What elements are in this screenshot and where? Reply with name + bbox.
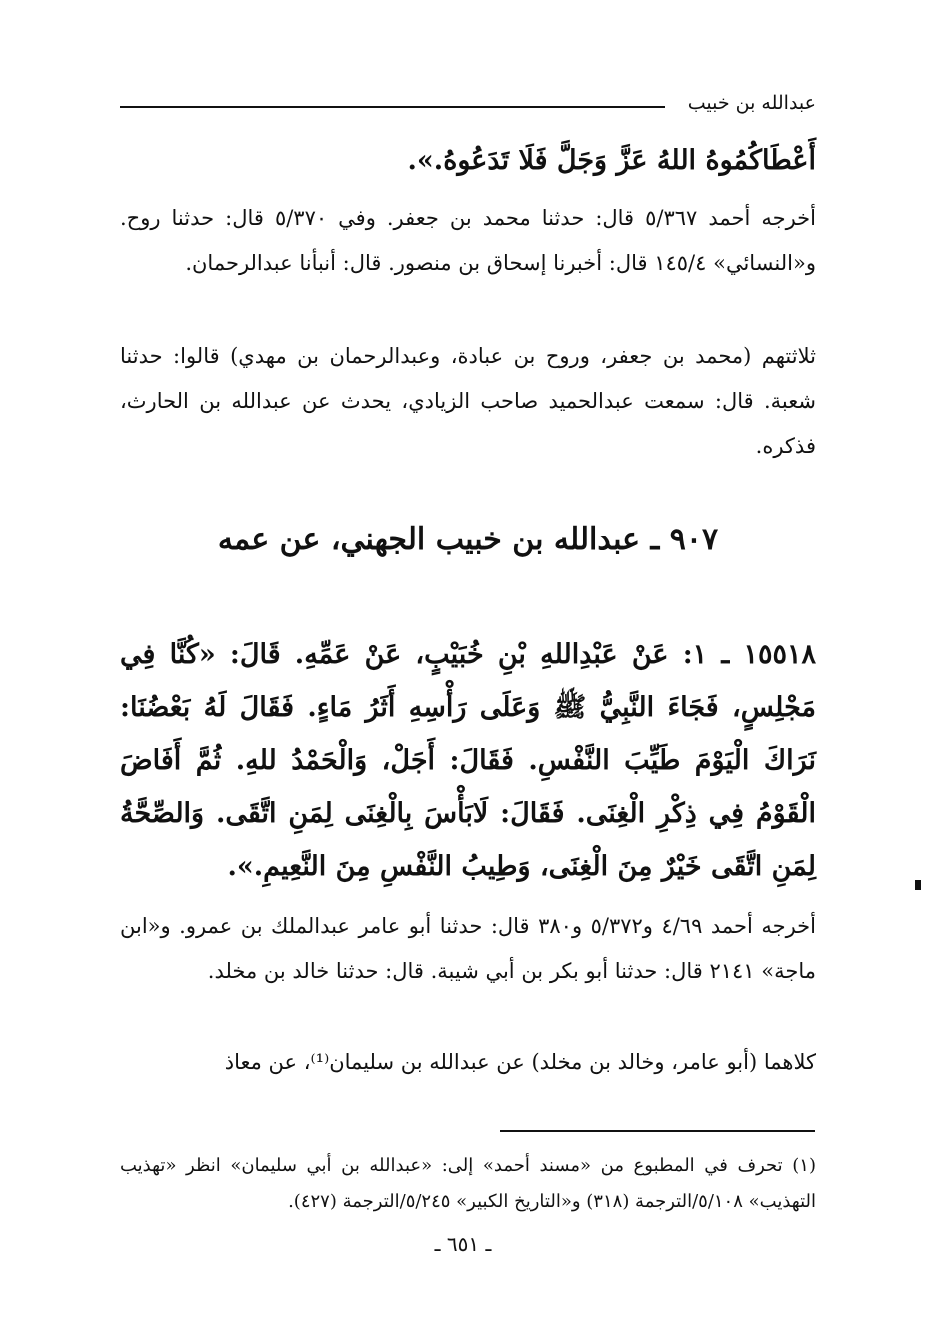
takhrij-paragraph-2: ثلاثتهم (محمد بن جعفر، وروح بن عبادة، وعبدالرحمان بن مهدي) قالوا: حدثنا شعبة. قال: سمعت عبدالحميد صاحب الزيادي، يحدث عن عبدالله بن الحارث، فذكره. [120, 344, 816, 458]
margin-mark [915, 880, 921, 890]
section-heading: ٩٠٧ ـ عبدالله بن خبيب الجهني، عن عمه [217, 522, 719, 557]
running-header [120, 88, 816, 124]
takhrij-paragraph-3: أخرجه أحمد ٤/٦٩ و٥/٣٧٢ و٣٨٠ قال: حدثنا أبو عامر عبدالملك بن عمرو. و«ابن ماجة» ٢١٤١ قال: حدثنا أبو بكر بن أبي شيبة. قال: حدثنا خالد بن مخلد. [120, 914, 816, 983]
footnote-rule [500, 1130, 815, 1132]
takhrij-paragraph-1: أخرجه أحمد ٥/٣٦٧ قال: حدثنا محمد بن جعفر. وفي ٥/٣٧٠ قال: حدثنا روح. و«النسائي» ١٤٥/٤ قال: أخبرنا إسحاق بن منصور. قال: أنبأنا عبدالرحمان. [120, 206, 816, 275]
hadith-text: ١٥٥١٨ ـ ١: عَنْ عَبْدِاللهِ بْنِ خُبَيْبٍ، عَنْ عَمِّهِ. قَالَ: «كُنَّا فِي مَجْلِسٍ، فَجَاءَ النَّبِيُّ ﷺ وَعَلَى رَأْسِهِ أَثَرُ مَاءٍ. فَقَالَ لَهُ بَعْضُنَا: نَرَاكَ الْيَوْمَ طَيِّبَ النَّفْسِ. فَقَالَ: أَجَلْ، وَالْحَمْدُ للهِ. ثُمَّ أَفَاضَ الْقَوْمُ فِي ذِكْرِ الْغِنَى. فَقَالَ: لَابَأْسَ بِالْغِنَى لِمَنِ اتَّقَى. وَالصِّحَّةُ لِمَنِ اتَّقَى خَيْرٌ مِنَ الْغِنَى، وَطِيبُ النَّفْسِ مِنَ النَّعِيمِ.». [120, 639, 816, 882]
running-title: عبدالله بن خبيب [687, 92, 816, 114]
hadith-continuation: أَعْطَاكُمُوهُ اللهُ عَزَّ وَجَلَّ فَلَا تَدَعُوهُ.». [407, 145, 816, 176]
page-number: ـ ٦٥١ ـ [434, 1232, 492, 1256]
header-rule [120, 106, 665, 108]
takhrij-paragraph-4: كلاهما (أبو عامر، وخالد بن مخلد) عن عبدالله بن سليمان⁽¹⁾، عن معاذ [224, 1050, 816, 1074]
footnote: (١) تحرف في المطبوع من «مسند أحمد» إلى: «عبدالله بن أبي سليمان» انظر «تهذيب التهذيب» ٥/١٠٨/الترجمة (٣١٨) و«التاريخ الكبير» ٥/٢٤٥/الترجمة (٤٢٧). [120, 1155, 816, 1212]
